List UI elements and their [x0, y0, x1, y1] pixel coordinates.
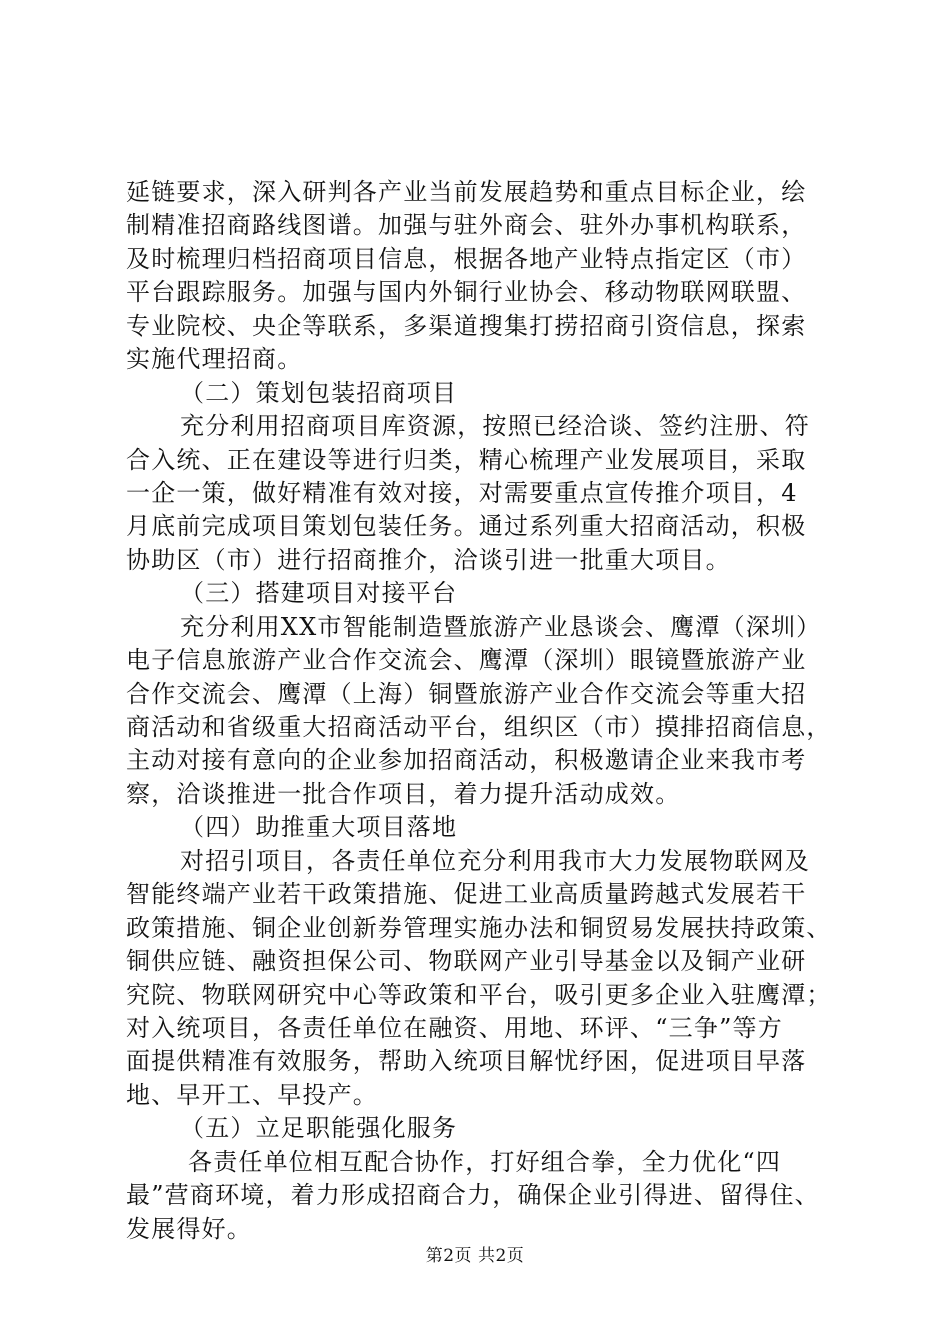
text-line: 铜供应链、融资担保公司、物联网产业引导基金以及铜产业研: [126, 947, 807, 975]
text-line: 最”营商环境，着力形成招商合力，确保企业引得进、留得住、: [126, 1181, 820, 1209]
text-line: 政策措施、铜企业创新券管理实施办法和铜贸易发展扶持政策、: [126, 914, 832, 942]
text-line: 合入统、正在建设等进行归类，精心梳理产业发展项目，采取: [126, 446, 807, 474]
text-line: 察，洽谈推进一批合作项目，着力提升活动成效。: [126, 780, 681, 808]
text-line: 各责任单位相互配合协作，打好组合拳，全力优化“四: [188, 1148, 782, 1176]
text-line: 充分利用招商项目库资源，按照已经洽谈、签约注册、符: [180, 412, 810, 440]
text-line: 一企一策，做好精准有效对接，对需要重点宣传推介项目，4: [126, 479, 798, 507]
text-line: 及时梳理归档招商项目信息，根据各地产业特点指定区（市）: [126, 245, 807, 273]
text-line: 充分利用XX市智能制造暨旅游产业恳谈会、鹰潭（深圳）: [180, 613, 822, 641]
text-line: 地、早开工、早投产。: [126, 1081, 378, 1109]
text-line: 月底前完成项目策划包装任务。通过系列重大招商活动，积极: [126, 512, 807, 540]
text-line: 平台跟踪服务。加强与国内外铜行业协会、移动物联网联盟、: [126, 278, 807, 306]
text-line: 制精准招商路线图谱。加强与驻外商会、驻外办事机构联系，: [126, 211, 807, 239]
section-heading: （四）助推重大项目落地: [180, 813, 458, 841]
text-line: 面提供精准有效服务，帮助入统项目解忧纾困，促进项目早落: [126, 1047, 807, 1075]
text-line: 对招引项目，各责任单位充分利用我市大力发展物联网及: [180, 847, 810, 875]
text-line: 智能终端产业若干政策措施、促进工业高质量跨越式发展若干: [126, 880, 807, 908]
text-line: 实施代理招商。: [126, 345, 303, 373]
text-line: 延链要求，深入研判各产业当前发展趋势和重点目标企业，绘: [126, 178, 807, 206]
text-line: 合作交流会、鹰潭（上海）铜暨旅游产业合作交流会等重大招: [126, 680, 807, 708]
section-heading: （三）搭建项目对接平台: [180, 579, 458, 607]
section-heading: （二）策划包装招商项目: [180, 379, 458, 407]
text-line: 专业院校、央企等联系，多渠道搜集打捞招商引资信息，探索: [126, 312, 807, 340]
text-line: 协助区（市）进行招商推介，洽谈引进一批重大项目。: [126, 546, 731, 574]
section-heading: （五）立足职能强化服务: [180, 1114, 458, 1142]
text-line: 对入统项目，各责任单位在融资、用地、环评、“三争”等方: [126, 1014, 783, 1042]
text-line: 电子信息旅游产业合作交流会、鹰潭（深圳）眼镜暨旅游产业: [126, 646, 807, 674]
text-line: 发展得好。: [126, 1215, 252, 1243]
text-line: 商活动和省级重大招商活动平台，组织区（市）摸排招商信息，: [126, 713, 832, 741]
page-number-footer: 第2页 共2页: [425, 1246, 525, 1266]
text-line: 究院、物联网研究中心等政策和平台，吸引更多企业入驻鹰潭；: [126, 981, 832, 1009]
text-line: 主动对接有意向的企业参加招商活动，积极邀请企业来我市考: [126, 746, 807, 774]
